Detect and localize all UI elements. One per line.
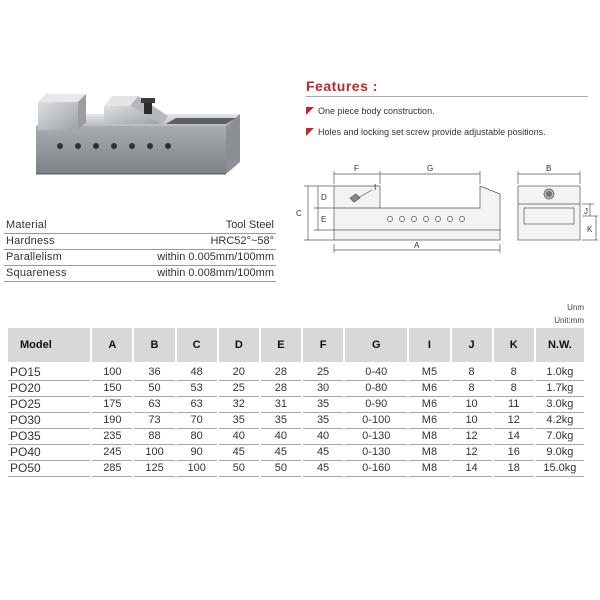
column-header-d: D <box>219 328 259 365</box>
table-cell: 32 <box>219 397 259 413</box>
spec-label: Parallelism <box>6 251 62 263</box>
table-cell: 245 <box>92 445 132 461</box>
spec-hardness <box>4 233 276 250</box>
dim-label-c: C <box>296 209 302 218</box>
spec-value: HRC52°~58° <box>210 235 274 247</box>
table-row <box>8 445 584 461</box>
column-header-e: E <box>261 328 301 365</box>
dim-label-b: B <box>546 164 552 173</box>
spec-squareness <box>4 265 276 282</box>
dim-label-g: G <box>427 164 434 173</box>
table-cell: 20 <box>219 365 259 381</box>
features-divider <box>306 96 588 97</box>
table-cell: 63 <box>177 397 217 413</box>
table-cell: PO50 <box>8 461 90 477</box>
spec-value: within 0.005mm/100mm <box>157 251 274 263</box>
dim-label-f: F <box>354 164 359 173</box>
table-cell: 35 <box>303 413 343 429</box>
table-cell: 0-100 <box>345 413 407 429</box>
feature-item <box>306 106 581 117</box>
spec-label: Material <box>6 219 47 231</box>
table-cell: 12 <box>494 413 534 429</box>
table-cell: 28 <box>261 365 301 381</box>
table-cell: 0-130 <box>345 429 407 445</box>
table-cell: 73 <box>134 413 174 429</box>
dim-label-j: J <box>584 207 588 216</box>
table-cell: 150 <box>92 381 132 397</box>
dimension-diagram-side <box>290 160 510 256</box>
table-cell: 88 <box>134 429 174 445</box>
table-row <box>8 365 584 381</box>
table-cell: 100 <box>92 365 132 381</box>
table-cell: 35 <box>261 413 301 429</box>
table-cell: 12 <box>452 429 492 445</box>
table-cell: 70 <box>177 413 217 429</box>
table-cell: 45 <box>219 445 259 461</box>
unit-label-1: Unm <box>567 303 584 312</box>
table-cell: 36 <box>134 365 174 381</box>
table-row <box>8 461 584 477</box>
table-cell: M8 <box>409 445 449 461</box>
table-cell: 0-90 <box>345 397 407 413</box>
table-cell: PO25 <box>8 397 90 413</box>
table-cell: PO30 <box>8 413 90 429</box>
table-cell: 40 <box>219 429 259 445</box>
table-cell: 45 <box>303 461 343 477</box>
table-cell: PO20 <box>8 381 90 397</box>
column-header-model: Model <box>8 328 90 365</box>
table-cell: 9.0kg <box>536 445 584 461</box>
table-cell: 31 <box>261 397 301 413</box>
table-cell: 12 <box>452 445 492 461</box>
table-cell: 4.2kg <box>536 413 584 429</box>
table-cell: M6 <box>409 413 449 429</box>
table-cell: 50 <box>261 461 301 477</box>
table-cell: 30 <box>303 381 343 397</box>
table-cell: 14 <box>494 429 534 445</box>
unit-label-2: Unit:mm <box>554 316 584 325</box>
table-row <box>8 397 584 413</box>
dimension-diagram-end <box>512 160 600 256</box>
table-row <box>8 429 584 445</box>
spec-value: within 0.008mm/100mm <box>157 267 274 279</box>
column-header-j: J <box>452 328 492 365</box>
table-row <box>8 381 584 397</box>
table-cell: PO35 <box>8 429 90 445</box>
spec-material <box>4 217 276 234</box>
spec-label: Squareness <box>6 267 67 279</box>
specification-table <box>6 328 586 477</box>
table-cell: M6 <box>409 397 449 413</box>
table-cell: 80 <box>177 429 217 445</box>
table-cell: 100 <box>177 461 217 477</box>
column-header-k: K <box>494 328 534 365</box>
table-cell: PO40 <box>8 445 90 461</box>
table-body <box>8 365 584 477</box>
table-cell: 125 <box>134 461 174 477</box>
table-cell: 1.7kg <box>536 381 584 397</box>
dim-label-d: D <box>321 193 327 202</box>
table-cell: 63 <box>134 397 174 413</box>
table-cell: 0-160 <box>345 461 407 477</box>
table-cell: 8 <box>494 381 534 397</box>
table-cell: 50 <box>134 381 174 397</box>
table-cell: 14 <box>452 461 492 477</box>
column-header-b: B <box>134 328 174 365</box>
table-cell: PO15 <box>8 365 90 381</box>
table-cell: 0-130 <box>345 445 407 461</box>
table-cell: 35 <box>303 397 343 413</box>
table-cell: 3.0kg <box>536 397 584 413</box>
table-cell: 8 <box>494 365 534 381</box>
table-cell: M8 <box>409 461 449 477</box>
feature-item <box>306 127 581 138</box>
table-cell: M8 <box>409 429 449 445</box>
table-cell: 18 <box>494 461 534 477</box>
table-cell: 10 <box>452 397 492 413</box>
table-cell: 8 <box>452 381 492 397</box>
table-header-row <box>8 328 584 365</box>
column-header-f: F <box>303 328 343 365</box>
red-bullet-icon <box>306 107 314 115</box>
table-cell: 190 <box>92 413 132 429</box>
table-cell: 15.0kg <box>536 461 584 477</box>
features-title: Features : <box>306 78 378 94</box>
table-cell: 90 <box>177 445 217 461</box>
precision-vise-photo <box>26 88 248 198</box>
table-cell: 10 <box>452 413 492 429</box>
table-cell: 285 <box>92 461 132 477</box>
dim-label-k: K <box>587 225 593 234</box>
table-cell: 28 <box>261 381 301 397</box>
table-cell: M6 <box>409 381 449 397</box>
table-cell: 7.0kg <box>536 429 584 445</box>
table-cell: 48 <box>177 365 217 381</box>
table-cell: 35 <box>219 413 259 429</box>
table-cell: 175 <box>92 397 132 413</box>
table-cell: 235 <box>92 429 132 445</box>
table-row <box>8 413 584 429</box>
red-bullet-icon <box>306 128 314 136</box>
table-cell: 25 <box>219 381 259 397</box>
column-header-c: C <box>177 328 217 365</box>
table-cell: 0-40 <box>345 365 407 381</box>
dim-label-i: I <box>374 183 377 192</box>
spec-value: Tool Steel <box>225 219 274 231</box>
table-cell: 1.0kg <box>536 365 584 381</box>
table-cell: 25 <box>303 365 343 381</box>
table-cell: 40 <box>261 429 301 445</box>
feature-text: One piece body construction. <box>318 106 435 116</box>
feature-text: Holes and locking set screw provide adjustable positions. <box>318 127 546 137</box>
table-cell: 16 <box>494 445 534 461</box>
table-cell: 8 <box>452 365 492 381</box>
table-cell: 100 <box>134 445 174 461</box>
table-cell: 0-80 <box>345 381 407 397</box>
column-header-i: I <box>409 328 449 365</box>
table-cell: 45 <box>261 445 301 461</box>
table-cell: 11 <box>494 397 534 413</box>
spec-label: Hardness <box>6 235 55 247</box>
table-cell: 45 <box>303 445 343 461</box>
column-header-n-w: N.W. <box>536 328 584 365</box>
table-cell: 53 <box>177 381 217 397</box>
dim-label-a: A <box>414 241 420 250</box>
spec-parallelism <box>4 249 276 266</box>
table-cell: 40 <box>303 429 343 445</box>
column-header-a: A <box>92 328 132 365</box>
dim-label-e: E <box>321 215 327 224</box>
table-cell: M5 <box>409 365 449 381</box>
column-header-g: G <box>345 328 407 365</box>
table-cell: 50 <box>219 461 259 477</box>
